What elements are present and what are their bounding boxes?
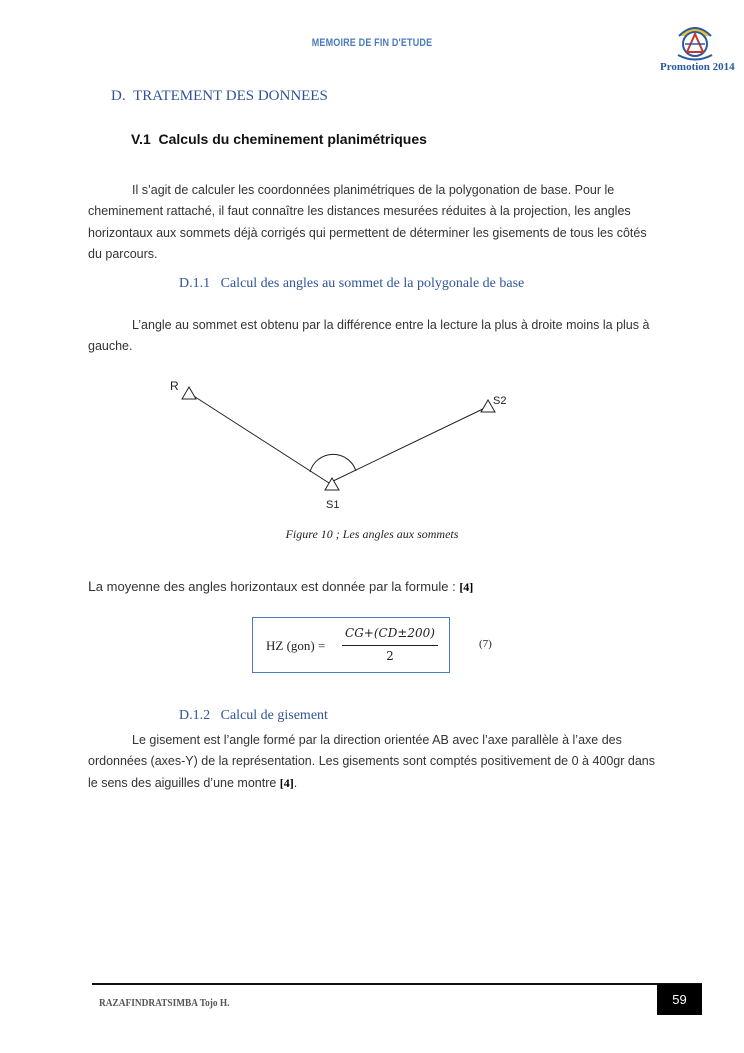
subsection-d11-number: D.1.1: [179, 276, 211, 291]
page-number: 59: [657, 984, 702, 1015]
subsection-d12-heading: [179, 708, 328, 724]
paragraph-1: [88, 180, 656, 265]
footer-rule: [92, 983, 702, 985]
subsection-d11-heading: [179, 276, 524, 292]
line-s1-s2: [329, 407, 487, 483]
paragraph-3: [88, 576, 656, 598]
paragraph-2-text: L’angle au sommet est obtenu par la différence entre la lecture la plus à droite moins la plus à gauche.: [88, 318, 650, 354]
paragraph-3-lead-letter: L: [88, 578, 96, 594]
label-r: R: [170, 379, 179, 393]
angle-arc: [310, 454, 356, 472]
paragraph-2: [88, 315, 656, 358]
section-d-title: TRATEMENT DES DONNEES: [133, 88, 328, 104]
formula-numerator: CG+(CD±200): [345, 626, 435, 640]
paragraph-4-end: .: [293, 775, 298, 790]
paragraph-1-text: Il s’agit de calculer les coordonnées planimétriques de la polygonation de base. Pour le cheminement rattaché, il faut connaître les distances mesurées réduites à la projection, les angles horizontaux aux sommets déjà corrigés qui permettent de déterminer les gisements de tous les côtés du parcours.: [88, 183, 647, 261]
station-s1-triangle-icon: [325, 478, 339, 490]
section-v1-number: V.1: [131, 131, 151, 147]
paragraph-4-reference: [4]: [279, 775, 294, 790]
paragraph-4: [88, 730, 656, 794]
angle-diagram: [160, 370, 520, 520]
section-d-heading: [111, 88, 328, 105]
subsection-d12-title: Calcul de gisement: [220, 708, 328, 723]
station-r-triangle-icon: [182, 387, 196, 399]
subsection-d12-number: D.1.2: [179, 708, 211, 723]
section-v1-title: Calculs du cheminement planimétriques: [158, 131, 427, 147]
figure-caption: Figure 10 ; Les angles aux sommets: [285, 527, 459, 541]
formula-denominator: 2: [386, 649, 394, 663]
paragraph-3-reference: [4]: [459, 580, 474, 594]
paragraph-3-text: a moyenne des angles horizontaux est donnée par la formule :: [95, 579, 460, 594]
paragraph-4-text: Le gisement est l’angle formé par la direction orientée AB avec l’axe parallèle à l’axe des ordonnées (axes-Y) de la représentation. Les gisements sont comptés positivement de 0 à 400gr dans le sens des aiguilles d’une montre: [88, 733, 655, 790]
promotion-label: Promotion 2014: [660, 61, 735, 73]
subsection-d11-title: Calcul des angles au sommet de la polygonale de base: [220, 276, 525, 291]
footer-author: RAZAFINDRATSIMBA Tojo H.: [99, 997, 230, 1009]
school-logo: [673, 22, 717, 62]
equation-number: (7): [479, 638, 492, 650]
header-title: MEMOIRE DE FIN D'ETUDE: [311, 37, 433, 49]
formula-lhs: HZ (gon) =: [266, 638, 326, 653]
fraction-bar: [342, 645, 438, 646]
line-r-s1: [189, 393, 329, 483]
section-d-number: D.: [111, 88, 126, 104]
section-v1-heading: [131, 131, 427, 147]
label-s1: S1: [326, 499, 340, 511]
label-s2: S2: [493, 395, 507, 407]
